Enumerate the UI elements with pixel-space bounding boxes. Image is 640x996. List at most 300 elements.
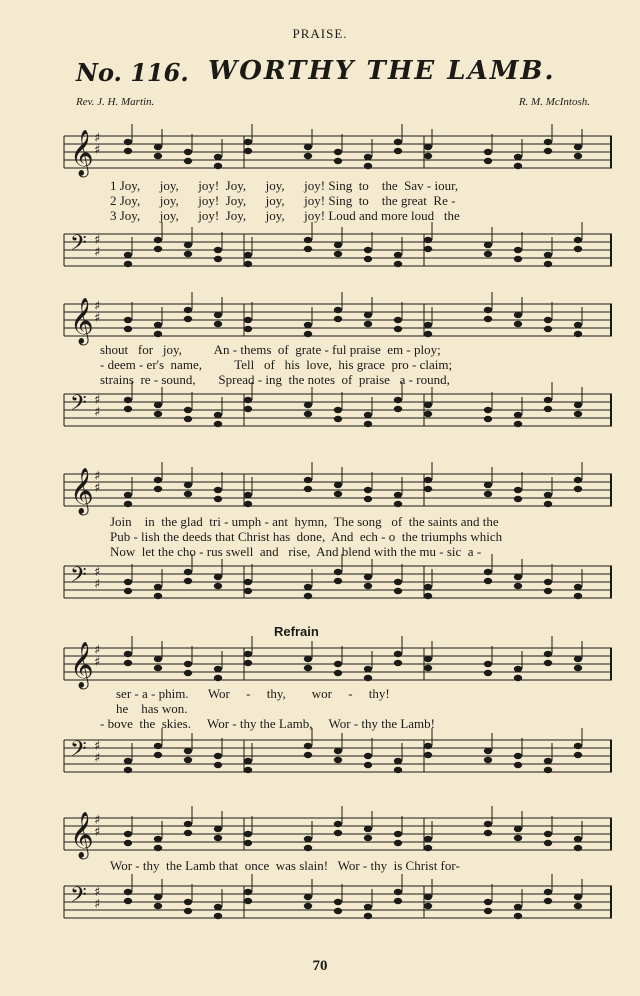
note-head bbox=[514, 675, 522, 681]
note-head bbox=[184, 661, 192, 667]
note-head bbox=[304, 477, 312, 483]
note-head bbox=[544, 660, 552, 666]
note-head bbox=[364, 666, 372, 672]
note-head bbox=[394, 579, 402, 585]
note-head bbox=[514, 574, 522, 580]
treble-staff-4 bbox=[64, 642, 612, 688]
note-head bbox=[544, 492, 552, 498]
note-head bbox=[154, 845, 162, 851]
note-head bbox=[424, 752, 432, 758]
note-head bbox=[124, 767, 132, 773]
note-head bbox=[124, 148, 132, 154]
key-signature-sharp: ♯ bbox=[94, 897, 101, 912]
note-head bbox=[244, 898, 252, 904]
note-head bbox=[394, 840, 402, 846]
note-head bbox=[394, 406, 402, 412]
note-head bbox=[334, 482, 342, 488]
note-head bbox=[334, 316, 342, 322]
note-head bbox=[424, 246, 432, 252]
note-head bbox=[424, 153, 432, 159]
bass-staff-2 bbox=[64, 390, 612, 430]
note-head bbox=[304, 237, 312, 243]
note-head bbox=[154, 322, 162, 328]
note-head bbox=[244, 148, 252, 154]
note-head bbox=[244, 651, 252, 657]
note-head bbox=[154, 411, 162, 417]
bass-staff-1 bbox=[64, 230, 612, 270]
note-head bbox=[574, 331, 582, 337]
note-head bbox=[334, 670, 342, 676]
note-head bbox=[514, 412, 522, 418]
note-head bbox=[214, 753, 222, 759]
key-signature-sharp: ♯ bbox=[94, 739, 101, 754]
note-head bbox=[184, 899, 192, 905]
note-head bbox=[544, 767, 552, 773]
note-head bbox=[394, 889, 402, 895]
note-head bbox=[124, 139, 132, 145]
note-head bbox=[124, 651, 132, 657]
note-head bbox=[364, 154, 372, 160]
note-head bbox=[394, 831, 402, 837]
treble-staff-2 bbox=[64, 298, 612, 344]
note-head bbox=[364, 583, 372, 589]
refrain-label: Refrain bbox=[274, 624, 319, 639]
note-head bbox=[424, 237, 432, 243]
note-head bbox=[544, 898, 552, 904]
note-head bbox=[364, 163, 372, 169]
note-head bbox=[514, 163, 522, 169]
note-head bbox=[544, 588, 552, 594]
note-head bbox=[514, 753, 522, 759]
key-signature-sharp: ♯ bbox=[94, 825, 101, 840]
treble-staff-1 bbox=[64, 130, 612, 176]
note-head bbox=[334, 416, 342, 422]
note-head bbox=[574, 743, 582, 749]
note-head bbox=[544, 139, 552, 145]
note-head bbox=[124, 397, 132, 403]
note-head bbox=[304, 593, 312, 599]
note-head bbox=[514, 666, 522, 672]
note-head bbox=[514, 904, 522, 910]
note-head bbox=[364, 904, 372, 910]
note-head bbox=[304, 656, 312, 662]
note-head bbox=[514, 487, 522, 493]
note-head bbox=[184, 242, 192, 248]
note-head bbox=[424, 477, 432, 483]
note-head bbox=[184, 149, 192, 155]
note-head bbox=[154, 743, 162, 749]
note-head bbox=[304, 752, 312, 758]
note-head bbox=[484, 407, 492, 413]
note-head bbox=[124, 579, 132, 585]
note-head bbox=[514, 762, 522, 768]
note-head bbox=[574, 584, 582, 590]
note-head bbox=[214, 256, 222, 262]
note-head bbox=[484, 251, 492, 257]
note-head bbox=[334, 578, 342, 584]
note-head bbox=[394, 148, 402, 154]
note-head bbox=[424, 894, 432, 900]
note-head bbox=[424, 411, 432, 417]
note-head bbox=[184, 482, 192, 488]
note-head bbox=[184, 407, 192, 413]
note-head bbox=[214, 247, 222, 253]
note-head bbox=[364, 312, 372, 318]
note-head bbox=[244, 397, 252, 403]
note-head bbox=[574, 144, 582, 150]
note-head bbox=[574, 411, 582, 417]
note-head bbox=[484, 569, 492, 575]
lyric-line-2-3: strains re - sound, Spread - ing the notes of praise a - round, bbox=[100, 372, 450, 387]
note-head bbox=[364, 826, 372, 832]
note-head bbox=[334, 242, 342, 248]
note-head bbox=[424, 144, 432, 150]
note-head bbox=[574, 486, 582, 492]
note-head bbox=[514, 312, 522, 318]
note-head bbox=[544, 840, 552, 846]
treble-clef: 𝄞 bbox=[70, 642, 94, 688]
note-head bbox=[484, 491, 492, 497]
note-head bbox=[574, 153, 582, 159]
note-head bbox=[484, 242, 492, 248]
note-head bbox=[574, 402, 582, 408]
key-signature-sharp: ♯ bbox=[94, 577, 101, 592]
note-head bbox=[394, 588, 402, 594]
note-head bbox=[334, 569, 342, 575]
music-system-3 bbox=[64, 462, 612, 612]
note-head bbox=[154, 903, 162, 909]
treble-clef: 𝄞 bbox=[70, 812, 94, 858]
note-head bbox=[334, 757, 342, 763]
note-head bbox=[214, 762, 222, 768]
note-head bbox=[424, 656, 432, 662]
note-head bbox=[184, 821, 192, 827]
hymn-title: WORTHY THE LAMB. bbox=[208, 56, 556, 86]
key-signature-sharp: ♯ bbox=[94, 143, 101, 158]
note-head bbox=[334, 899, 342, 905]
note-head bbox=[334, 251, 342, 257]
note-head bbox=[214, 913, 222, 919]
note-head bbox=[364, 256, 372, 262]
note-head bbox=[394, 252, 402, 258]
key-signature-sharp: ♯ bbox=[94, 643, 101, 658]
note-head bbox=[124, 840, 132, 846]
bass-staff-3 bbox=[64, 562, 612, 602]
key-signature-sharp: ♯ bbox=[94, 299, 101, 314]
key-signature-sharp: ♯ bbox=[94, 885, 101, 900]
music-system-5 bbox=[64, 808, 612, 938]
note-head bbox=[544, 148, 552, 154]
note-head bbox=[364, 762, 372, 768]
note-head bbox=[154, 836, 162, 842]
note-head bbox=[214, 321, 222, 327]
bass-clef: 𝄢 bbox=[70, 391, 87, 421]
note-head bbox=[184, 830, 192, 836]
note-head bbox=[544, 758, 552, 764]
note-head bbox=[544, 261, 552, 267]
note-head bbox=[514, 583, 522, 589]
note-head bbox=[124, 406, 132, 412]
treble-staff-3 bbox=[64, 468, 612, 514]
note-head bbox=[244, 492, 252, 498]
note-head bbox=[514, 321, 522, 327]
note-head bbox=[424, 593, 432, 599]
note-head bbox=[184, 158, 192, 164]
note-head bbox=[424, 486, 432, 492]
note-head bbox=[334, 149, 342, 155]
bass-clef: 𝄢 bbox=[70, 883, 87, 913]
treble-clef: 𝄞 bbox=[70, 130, 94, 176]
note-head bbox=[514, 256, 522, 262]
lyric-line-4-3: - bove the skies. Wor - thy the Lamb, Wor - thy the Lamb! bbox=[100, 716, 435, 731]
lyric-line-3-2: Pub - lish the deeds that Christ has done, And ech - o the triumphs which bbox=[110, 529, 503, 544]
note-head bbox=[484, 748, 492, 754]
note-head bbox=[214, 835, 222, 841]
note-head bbox=[154, 752, 162, 758]
lyric-line-1-1: 1 Joy, joy, joy! Joy, joy, joy! Sing to the Sav - iour, bbox=[110, 178, 459, 193]
note-head bbox=[394, 139, 402, 145]
note-head bbox=[304, 153, 312, 159]
note-head bbox=[514, 421, 522, 427]
note-head bbox=[394, 492, 402, 498]
note-head bbox=[124, 261, 132, 267]
note-head bbox=[364, 412, 372, 418]
note-head bbox=[484, 757, 492, 763]
lyric-line-4-2: he has won. bbox=[116, 701, 188, 716]
note-head bbox=[544, 889, 552, 895]
note-head bbox=[154, 584, 162, 590]
note-head bbox=[154, 144, 162, 150]
note-head bbox=[124, 758, 132, 764]
note-head bbox=[424, 903, 432, 909]
note-head bbox=[364, 675, 372, 681]
lyric-line-1-3: 3 Joy, joy, joy! Joy, joy, joy! Loud and more loud the bbox=[110, 208, 460, 223]
note-head bbox=[154, 153, 162, 159]
note-head bbox=[184, 569, 192, 575]
note-head bbox=[184, 316, 192, 322]
note-head bbox=[424, 743, 432, 749]
note-head bbox=[154, 237, 162, 243]
key-signature-sharp: ♯ bbox=[94, 311, 101, 326]
note-head bbox=[364, 487, 372, 493]
note-head bbox=[394, 758, 402, 764]
note-head bbox=[214, 421, 222, 427]
note-head bbox=[484, 149, 492, 155]
music-system-4 bbox=[64, 636, 612, 786]
note-head bbox=[394, 660, 402, 666]
note-head bbox=[214, 826, 222, 832]
note-head bbox=[574, 752, 582, 758]
bass-staff-5 bbox=[64, 882, 612, 922]
note-head bbox=[364, 835, 372, 841]
note-head bbox=[544, 831, 552, 837]
note-head bbox=[574, 237, 582, 243]
lyric-line-1-2: 2 Joy, joy, joy! Joy, joy, joy! Sing to the great Re - bbox=[110, 193, 456, 208]
note-head bbox=[244, 831, 252, 837]
note-head bbox=[244, 326, 252, 332]
note-head bbox=[304, 894, 312, 900]
key-signature-sharp: ♯ bbox=[94, 245, 101, 260]
note-head bbox=[574, 903, 582, 909]
note-head bbox=[304, 665, 312, 671]
note-head bbox=[244, 252, 252, 258]
note-head bbox=[334, 830, 342, 836]
note-head bbox=[244, 588, 252, 594]
note-head bbox=[484, 307, 492, 313]
note-head bbox=[574, 246, 582, 252]
bass-staff-4 bbox=[64, 736, 612, 776]
note-head bbox=[364, 247, 372, 253]
note-head bbox=[154, 593, 162, 599]
key-signature-sharp: ♯ bbox=[94, 565, 101, 580]
treble-staff-5 bbox=[64, 812, 612, 858]
note-head bbox=[154, 477, 162, 483]
key-signature-sharp: ♯ bbox=[94, 469, 101, 484]
note-head bbox=[214, 666, 222, 672]
note-head bbox=[364, 496, 372, 502]
note-head bbox=[334, 158, 342, 164]
note-head bbox=[244, 261, 252, 267]
note-head bbox=[154, 246, 162, 252]
note-head bbox=[154, 486, 162, 492]
note-head bbox=[184, 416, 192, 422]
note-head bbox=[484, 482, 492, 488]
note-head bbox=[304, 411, 312, 417]
note-head bbox=[304, 144, 312, 150]
note-head bbox=[514, 154, 522, 160]
note-head bbox=[424, 331, 432, 337]
note-head bbox=[574, 836, 582, 842]
bass-clef: 𝄢 bbox=[70, 737, 87, 767]
note-head bbox=[154, 665, 162, 671]
note-head bbox=[514, 913, 522, 919]
lyric-line-2-1: shout for joy, An - thems of grate - ful praise em - ploy; bbox=[100, 342, 441, 357]
note-head bbox=[244, 758, 252, 764]
note-head bbox=[244, 579, 252, 585]
key-signature-sharp: ♯ bbox=[94, 405, 101, 420]
note-head bbox=[364, 574, 372, 580]
note-head bbox=[394, 898, 402, 904]
note-head bbox=[304, 486, 312, 492]
note-head bbox=[154, 402, 162, 408]
key-signature-sharp: ♯ bbox=[94, 751, 101, 766]
key-signature-sharp: ♯ bbox=[94, 813, 101, 828]
note-head bbox=[184, 251, 192, 257]
note-head bbox=[124, 501, 132, 507]
lyric-line-2-2: - deem - er's name, Tell of his love, his grace pro - claim; bbox=[100, 357, 453, 372]
note-head bbox=[544, 317, 552, 323]
note-head bbox=[514, 826, 522, 832]
composer-credit: R. M. McIntosh. bbox=[518, 96, 590, 108]
note-head bbox=[304, 402, 312, 408]
music-system-1 bbox=[64, 118, 612, 278]
note-head bbox=[544, 651, 552, 657]
note-head bbox=[574, 845, 582, 851]
note-head bbox=[124, 326, 132, 332]
note-head bbox=[304, 584, 312, 590]
note-head bbox=[214, 412, 222, 418]
lyric-line-3-3: Now let the cho - rus swell and rise, And blend with the mu - sic a - bbox=[110, 544, 482, 559]
note-head bbox=[334, 661, 342, 667]
note-head bbox=[484, 830, 492, 836]
note-head bbox=[214, 154, 222, 160]
note-head bbox=[304, 322, 312, 328]
note-head bbox=[574, 894, 582, 900]
note-head bbox=[214, 496, 222, 502]
note-head bbox=[484, 158, 492, 164]
note-head bbox=[514, 496, 522, 502]
note-head bbox=[544, 252, 552, 258]
note-head bbox=[184, 307, 192, 313]
note-head bbox=[394, 326, 402, 332]
note-head bbox=[154, 331, 162, 337]
note-head bbox=[244, 840, 252, 846]
lyric-line-4-1: ser - a - phim. Wor - thy, wor - thy! bbox=[116, 686, 390, 701]
note-head bbox=[574, 322, 582, 328]
note-head bbox=[424, 402, 432, 408]
note-head bbox=[214, 574, 222, 580]
note-head bbox=[484, 899, 492, 905]
note-head bbox=[124, 317, 132, 323]
lyric-line-3-1: Join in the glad tri - umph - ant hymn, The song of the saints and the bbox=[110, 514, 499, 529]
note-head bbox=[244, 660, 252, 666]
note-head bbox=[394, 651, 402, 657]
note-head bbox=[364, 321, 372, 327]
note-head bbox=[574, 656, 582, 662]
lyric-line-5-1: Wor - thy the Lamb that once was slain! Wor - thy is Christ for- bbox=[110, 858, 460, 873]
note-head bbox=[394, 397, 402, 403]
note-head bbox=[244, 889, 252, 895]
note-head bbox=[184, 748, 192, 754]
note-head bbox=[574, 665, 582, 671]
note-head bbox=[484, 661, 492, 667]
note-head bbox=[184, 578, 192, 584]
note-head bbox=[214, 583, 222, 589]
note-head bbox=[424, 845, 432, 851]
note-head bbox=[424, 665, 432, 671]
note-head bbox=[154, 656, 162, 662]
note-head bbox=[214, 675, 222, 681]
note-head bbox=[574, 593, 582, 599]
key-signature-sharp: ♯ bbox=[94, 481, 101, 496]
note-head bbox=[334, 491, 342, 497]
treble-clef: 𝄞 bbox=[70, 468, 94, 514]
note-head bbox=[484, 578, 492, 584]
note-head bbox=[424, 836, 432, 842]
note-head bbox=[244, 317, 252, 323]
note-head bbox=[544, 406, 552, 412]
note-head bbox=[244, 406, 252, 412]
section-heading: PRAISE. bbox=[292, 26, 348, 41]
note-head bbox=[334, 307, 342, 313]
note-head bbox=[244, 501, 252, 507]
note-head bbox=[544, 326, 552, 332]
note-head bbox=[124, 588, 132, 594]
note-head bbox=[304, 903, 312, 909]
author-credit: Rev. J. H. Martin. bbox=[76, 96, 155, 108]
treble-clef: 𝄞 bbox=[70, 298, 94, 344]
note-head bbox=[124, 492, 132, 498]
note-head bbox=[484, 316, 492, 322]
key-signature-sharp: ♯ bbox=[94, 131, 101, 146]
note-head bbox=[184, 491, 192, 497]
note-head bbox=[484, 908, 492, 914]
note-head bbox=[364, 421, 372, 427]
note-head bbox=[184, 670, 192, 676]
note-head bbox=[364, 753, 372, 759]
note-head bbox=[304, 246, 312, 252]
note-head bbox=[214, 904, 222, 910]
